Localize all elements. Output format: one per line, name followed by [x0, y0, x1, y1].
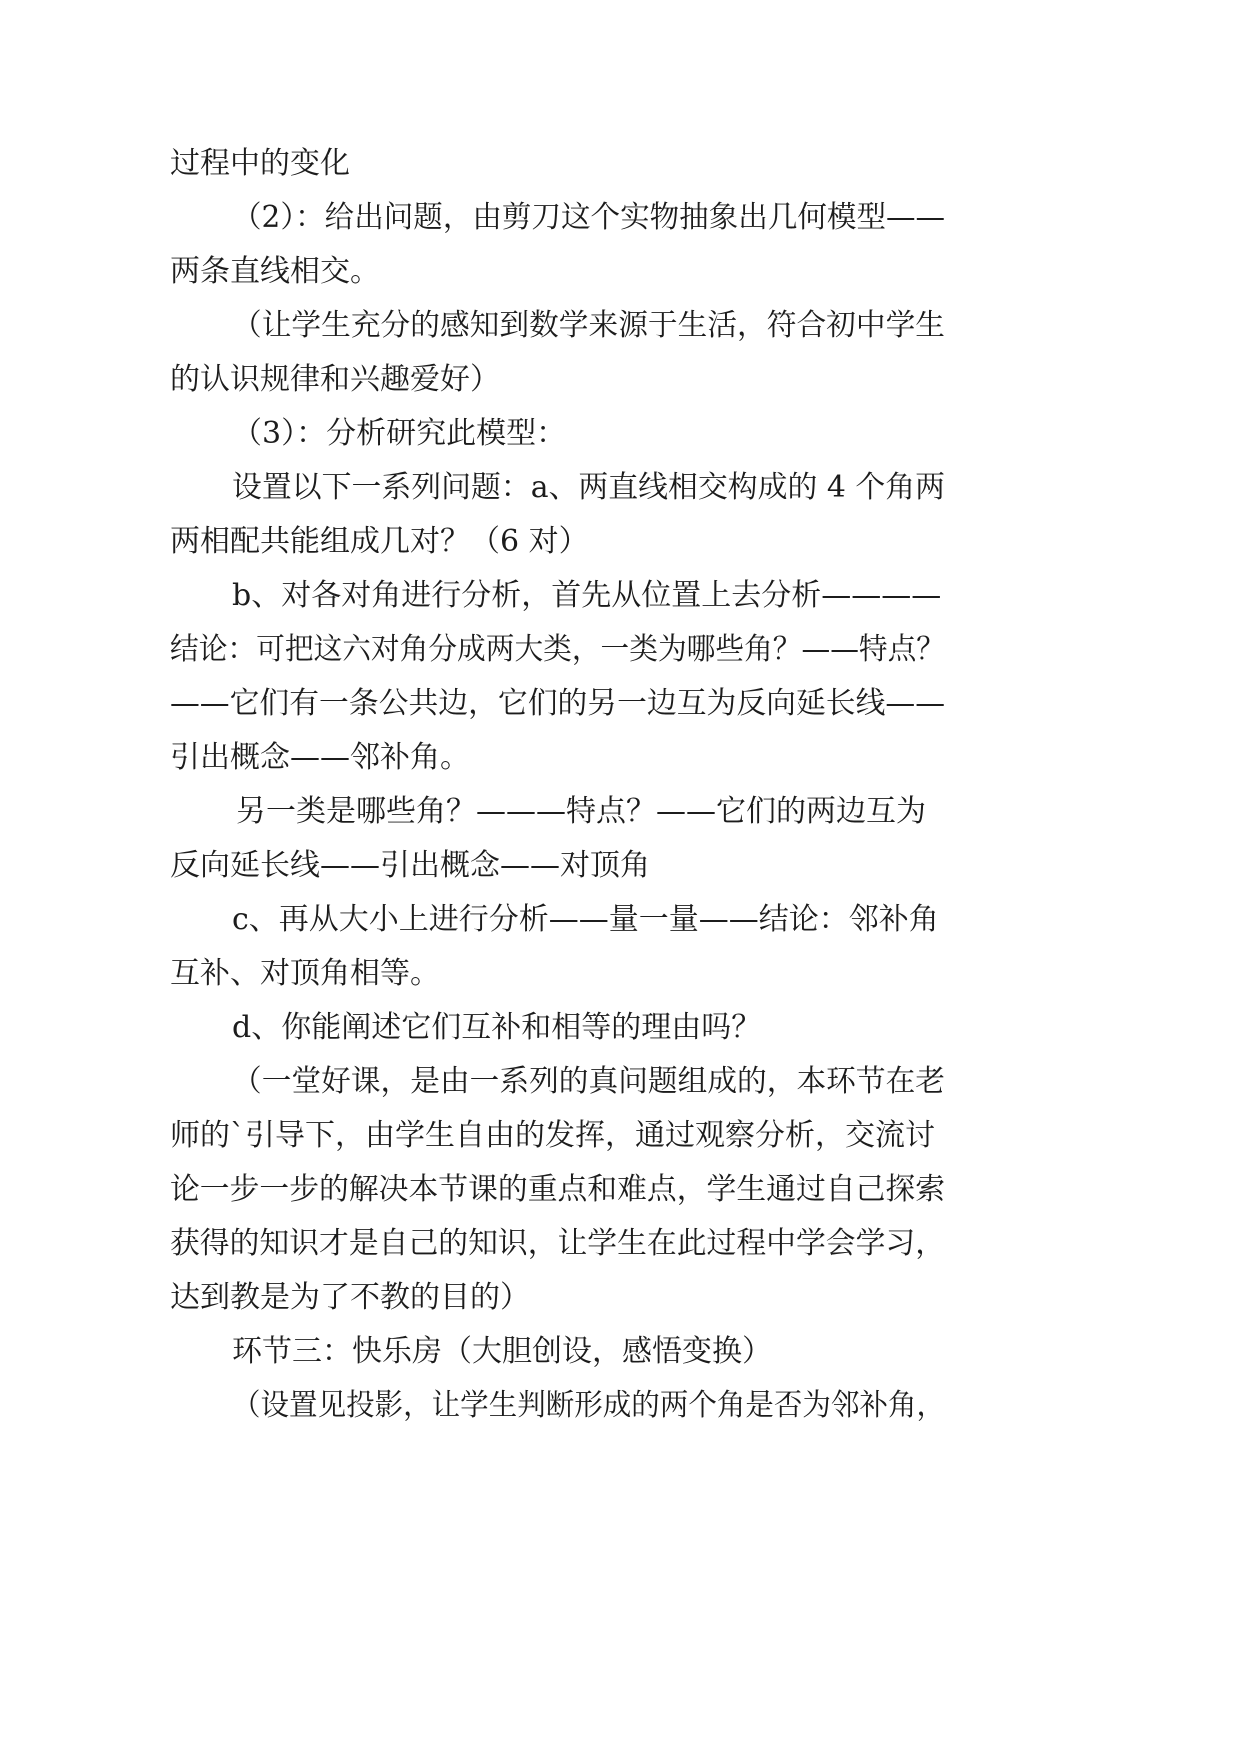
text-line: 另一类是哪些角？———特点？——它们的两边互为 — [236, 794, 926, 829]
text-line: （3）：分析研究此模型： — [232, 416, 567, 451]
text-line: 环节三：快乐房（大胆创设，感悟变换） — [232, 1334, 772, 1369]
text-line: c、再从大小上进行分析——量一量——结论：邻补角 — [232, 902, 939, 937]
text-line: （让学生充分的感知到数学来源于生活，符合初中学生 — [232, 308, 946, 343]
text-line: 达到教是为了不教的目的） — [170, 1280, 530, 1315]
text-line: 论一步一步的解决本节课的重点和难点，学生通过自己探索 — [170, 1172, 946, 1207]
text-line: （2）：给出问题，由剪刀这个实物抽象出几何模型—— — [232, 200, 946, 235]
text-line: 两条直线相交。 — [170, 254, 380, 289]
text-line: 反向延长线——引出概念——对顶角 — [170, 848, 650, 883]
text-line: 过程中的变化 — [170, 146, 350, 181]
text-line: 师的`引导下，由学生自由的发挥，通过观察分析，交流讨 — [170, 1118, 935, 1153]
text-line: 互补、对顶角相等。 — [170, 956, 440, 991]
text-line: b、对各对角进行分析，首先从位置上去分析———— — [232, 578, 942, 613]
text-line: （一堂好课，是由一系列的真问题组成的，本环节在老 — [232, 1064, 946, 1099]
text-line: 的认识规律和兴趣爱好） — [170, 362, 500, 397]
text-line: 获得的知识才是自己的知识，让学生在此过程中学会学习， — [170, 1226, 946, 1261]
text-line: 两相配共能组成几对？（6 对） — [170, 524, 589, 559]
text-line: 引出概念——邻补角。 — [170, 740, 470, 775]
text-line: 设置以下一系列问题：a、两直线相交构成的 4 个角两 — [232, 470, 946, 505]
text-line: d、你能阐述它们互补和相等的理由吗？ — [232, 1010, 762, 1045]
text-line: （设置见投影，让学生判断形成的两个角是否为邻补角， — [232, 1388, 946, 1423]
text-line: ——它们有一条公共边，它们的另一边互为反向延长线—— — [170, 686, 946, 721]
text-line: 结论：可把这六对角分成两大类，一类为哪些角？——特点？ — [170, 632, 946, 667]
